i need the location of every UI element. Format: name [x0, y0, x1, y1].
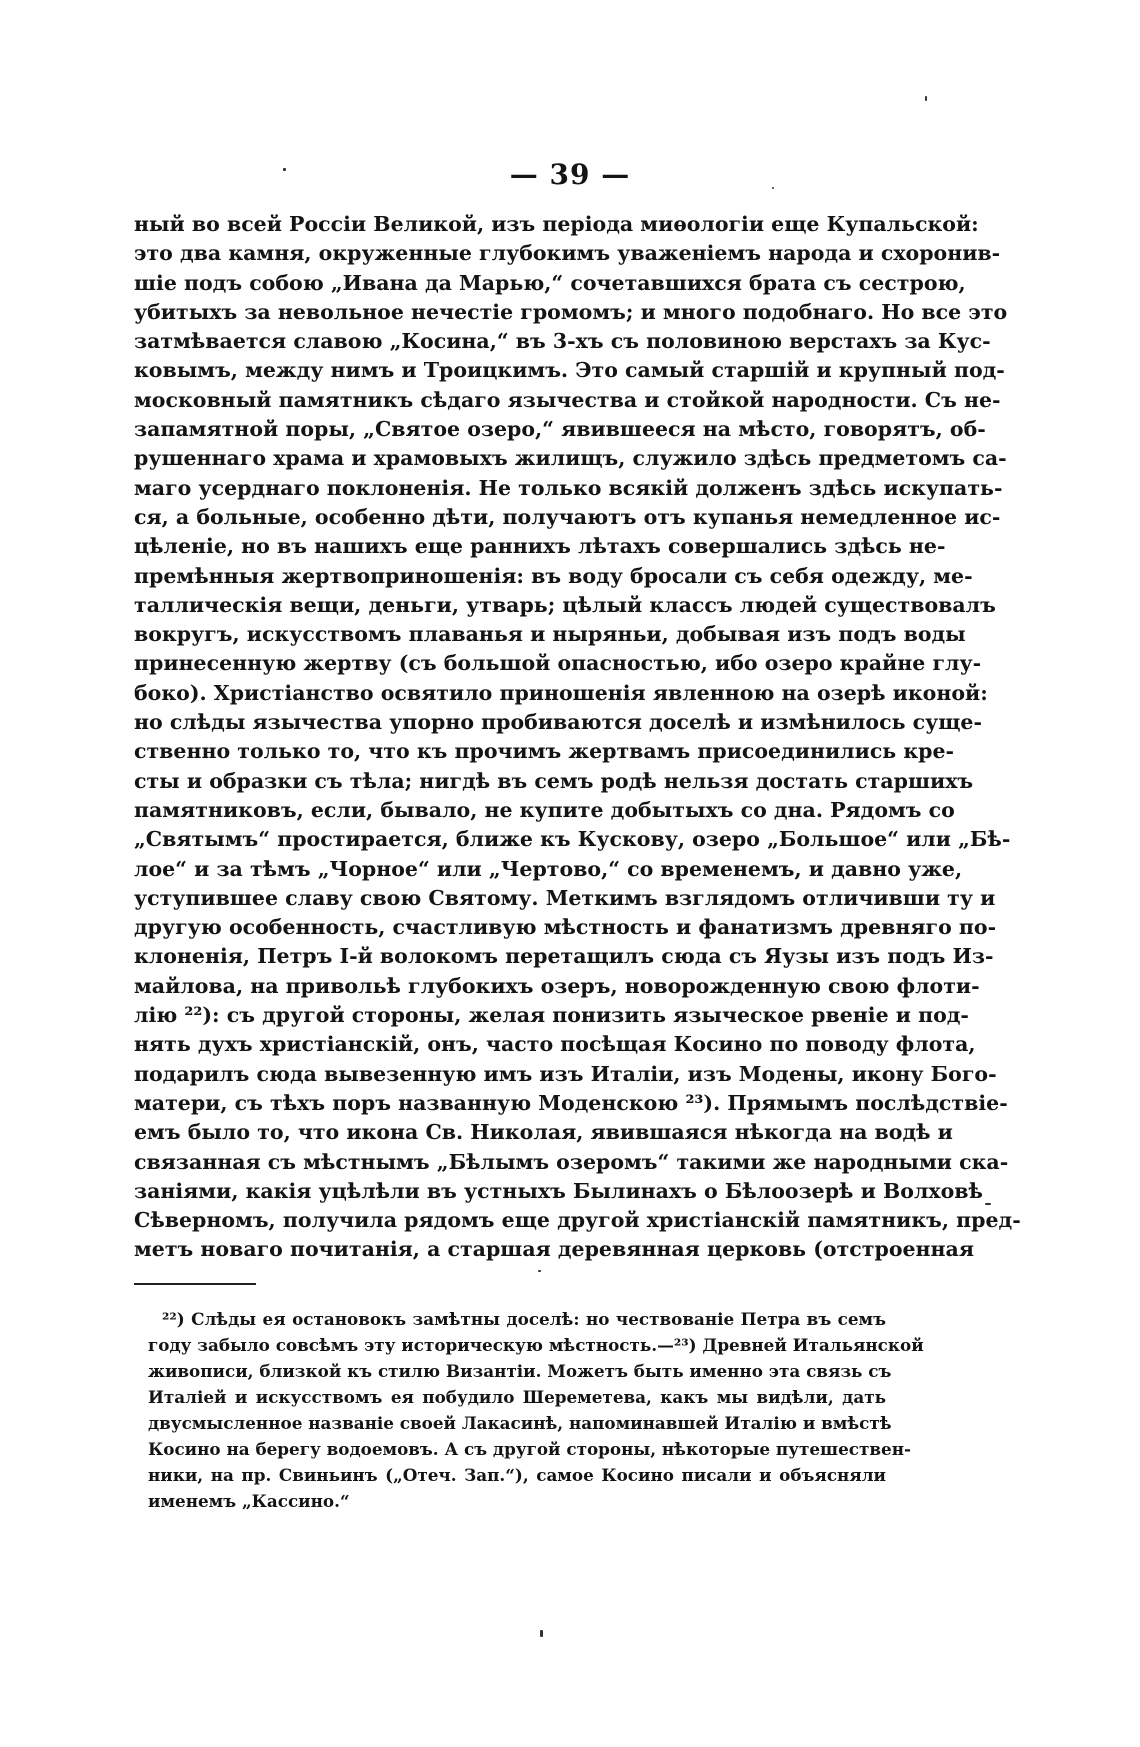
text-line: сты и образки съ тѣла; нигдѣ въ семъ родѣ нельзя достать старшихъ — [134, 768, 974, 793]
text-line: ся, а больные, особенно дѣти, получаютъ отъ купанья немедленное ис- — [134, 504, 1001, 529]
text-line: заніями, какія уцѣлѣли въ устныхъ Былинахъ о Бѣлоозерѣ и Волховѣ — [134, 1178, 983, 1203]
footnote-line: именемъ „Кассино.“ — [148, 1491, 350, 1511]
text-line: уступившее славу свою Святому. Меткимъ взглядомъ отличивши ту и — [134, 885, 996, 910]
text-line: запамятной поры, „Святое озеро,“ явившееся на мѣсто, говорятъ, об- — [134, 417, 986, 442]
text-line: московный памятникъ сѣдаго язычества и стойкой народности. Съ не- — [134, 387, 1001, 412]
text-line: но слѣды язычества упорно пробиваются доселѣ и измѣнилось суще- — [134, 710, 982, 735]
text-line: Сѣверномъ, получила рядомъ еще другой христіанскій памятникъ, пред- — [134, 1208, 1021, 1233]
text-line: ковымъ, между нимъ и Троицкимъ. Это самый старшій и крупный под- — [134, 358, 1005, 383]
scan-speck — [538, 1270, 541, 1272]
text-line: маго усерднаго поклоненія. Не только всякій долженъ здѣсь искупать- — [134, 475, 1003, 500]
text-line: премѣнныя жертвоприношенія: въ воду бросали съ себя одежду, ме- — [134, 563, 973, 588]
footnote-separator — [134, 1283, 256, 1285]
text-line: связанная съ мѣстнымъ „Бѣлымъ озеромъ“ такими же народными ска- — [134, 1149, 1009, 1174]
footnote-line: ники, на пр. Свиньинъ („Отеч. Зап.“), самое Косино писали и объясняли — [148, 1465, 886, 1485]
text-line: лое“ и за тѣмъ „Чорное“ или „Чертово,“ со временемъ, и давно уже, — [134, 856, 963, 881]
text-line: цѣленіе, но въ нашихъ еще раннихъ лѣтахъ совершались здѣсь не- — [134, 534, 946, 559]
text-line: памятниковъ, если, бывало, не купите добытыхъ со дна. Рядомъ со — [134, 797, 955, 822]
text-line: боко). Христіанство освятило приношенія явленною на озерѣ иконой: — [134, 680, 988, 705]
scan-speck — [540, 1630, 543, 1637]
text-line: нять духъ христіанскій, онъ, часто посѣщая Косино по поводу флота, — [134, 1032, 976, 1057]
text-line: затмѣвается славою „Косина,“ въ 3-хъ съ половиною верстахъ за Кус- — [134, 329, 991, 354]
text-line: принесенную жертву (съ большой опасностью, ибо озеро крайне глу- — [134, 651, 982, 676]
text-line: подарилъ сюда вывезенную имъ изъ Италіи, изъ Модены, икону Бого- — [134, 1061, 997, 1086]
text-line: „Святымъ“ простирается, ближе къ Кускову, озеро „Большое“ или „Бѣ- — [134, 827, 1011, 852]
text-line: другую особенность, счастливую мѣстность и фанатизмъ древняго по- — [134, 915, 997, 940]
scan-speck — [283, 168, 286, 171]
footnote-line: ²²) Слѣды ея остановокъ замѣтны доселѣ: но чествованіе Петра въ семъ — [162, 1309, 886, 1329]
text-line: вокругъ, искусствомъ плаванья и ныряньи, добывая изъ подъ воды — [134, 622, 966, 647]
main-text — [134, 210, 1021, 1265]
footnotes — [148, 1306, 924, 1514]
footnote-line: живописи, близкой къ стилю Византіи. Можетъ быть именно эта связь съ — [148, 1361, 892, 1381]
text-line: ный во всей Россіи Великой, изъ періода миѳологіи еще Купальской: — [134, 212, 979, 236]
text-line: метъ новаго почитанія, а старшая деревянная церковь (отстроенная — [134, 1237, 974, 1262]
footnote-line: году забыло совсѣмъ эту историческую мѣстность.—²³) Древней Итальянской — [148, 1335, 924, 1355]
text-line: шіе подъ собою „Ивана да Марью,“ сочетавшихся брата съ сестрою, — [134, 270, 966, 295]
text-line: клоненія, Петръ І-й волокомъ перетащилъ сюда съ Яузы изъ подъ Из- — [134, 944, 994, 969]
footnote-line: Косино на берегу водоемовъ. А съ другой стороны, нѣкоторые путешествен- — [148, 1439, 911, 1459]
footnote-line: Италіей и искусствомъ ея побудило Шереметева, какъ мы видѣли, дать — [148, 1387, 886, 1407]
text-line: таллическія вещи, деньги, утварь; цѣлый классъ людей существовалъ — [134, 592, 996, 617]
page-number: — 39 — — [509, 158, 631, 191]
text-line: рушеннаго храма и храмовыхъ жилищъ, служило здѣсь предметомъ са- — [134, 446, 1007, 471]
text-line: матери, съ тѣхъ поръ названную Моденскою ²³). Прямымъ послѣдствіе- — [134, 1090, 1008, 1115]
scan-speck — [772, 187, 774, 189]
text-line: емъ было то, что икона Св. Николая, явившаяся нѣкогда на водѣ и — [134, 1120, 953, 1145]
text-line: это два камня, окруженные глубокимъ уваженіемъ народа и схоронив- — [134, 241, 1001, 266]
scan-speck — [925, 96, 927, 101]
text-line: ственно только то, что къ прочимъ жертвамъ присоединились кре- — [134, 739, 955, 764]
text-line: майлова, на привольѣ глубокихъ озеръ, новорожденную свою флоти- — [134, 973, 980, 998]
text-line: убитыхъ за невольное нечестіе громомъ; и много подобнаго. Но все это — [134, 299, 1008, 324]
text-line: лію ²²): съ другой стороны, желая понизить языческое рвеніе и под- — [134, 1003, 969, 1028]
scan-speck — [985, 1203, 991, 1205]
footnote-line: двусмысленное названіе своей Лакасинѣ, напоминавшей Италію и вмѣстѣ — [148, 1413, 892, 1433]
